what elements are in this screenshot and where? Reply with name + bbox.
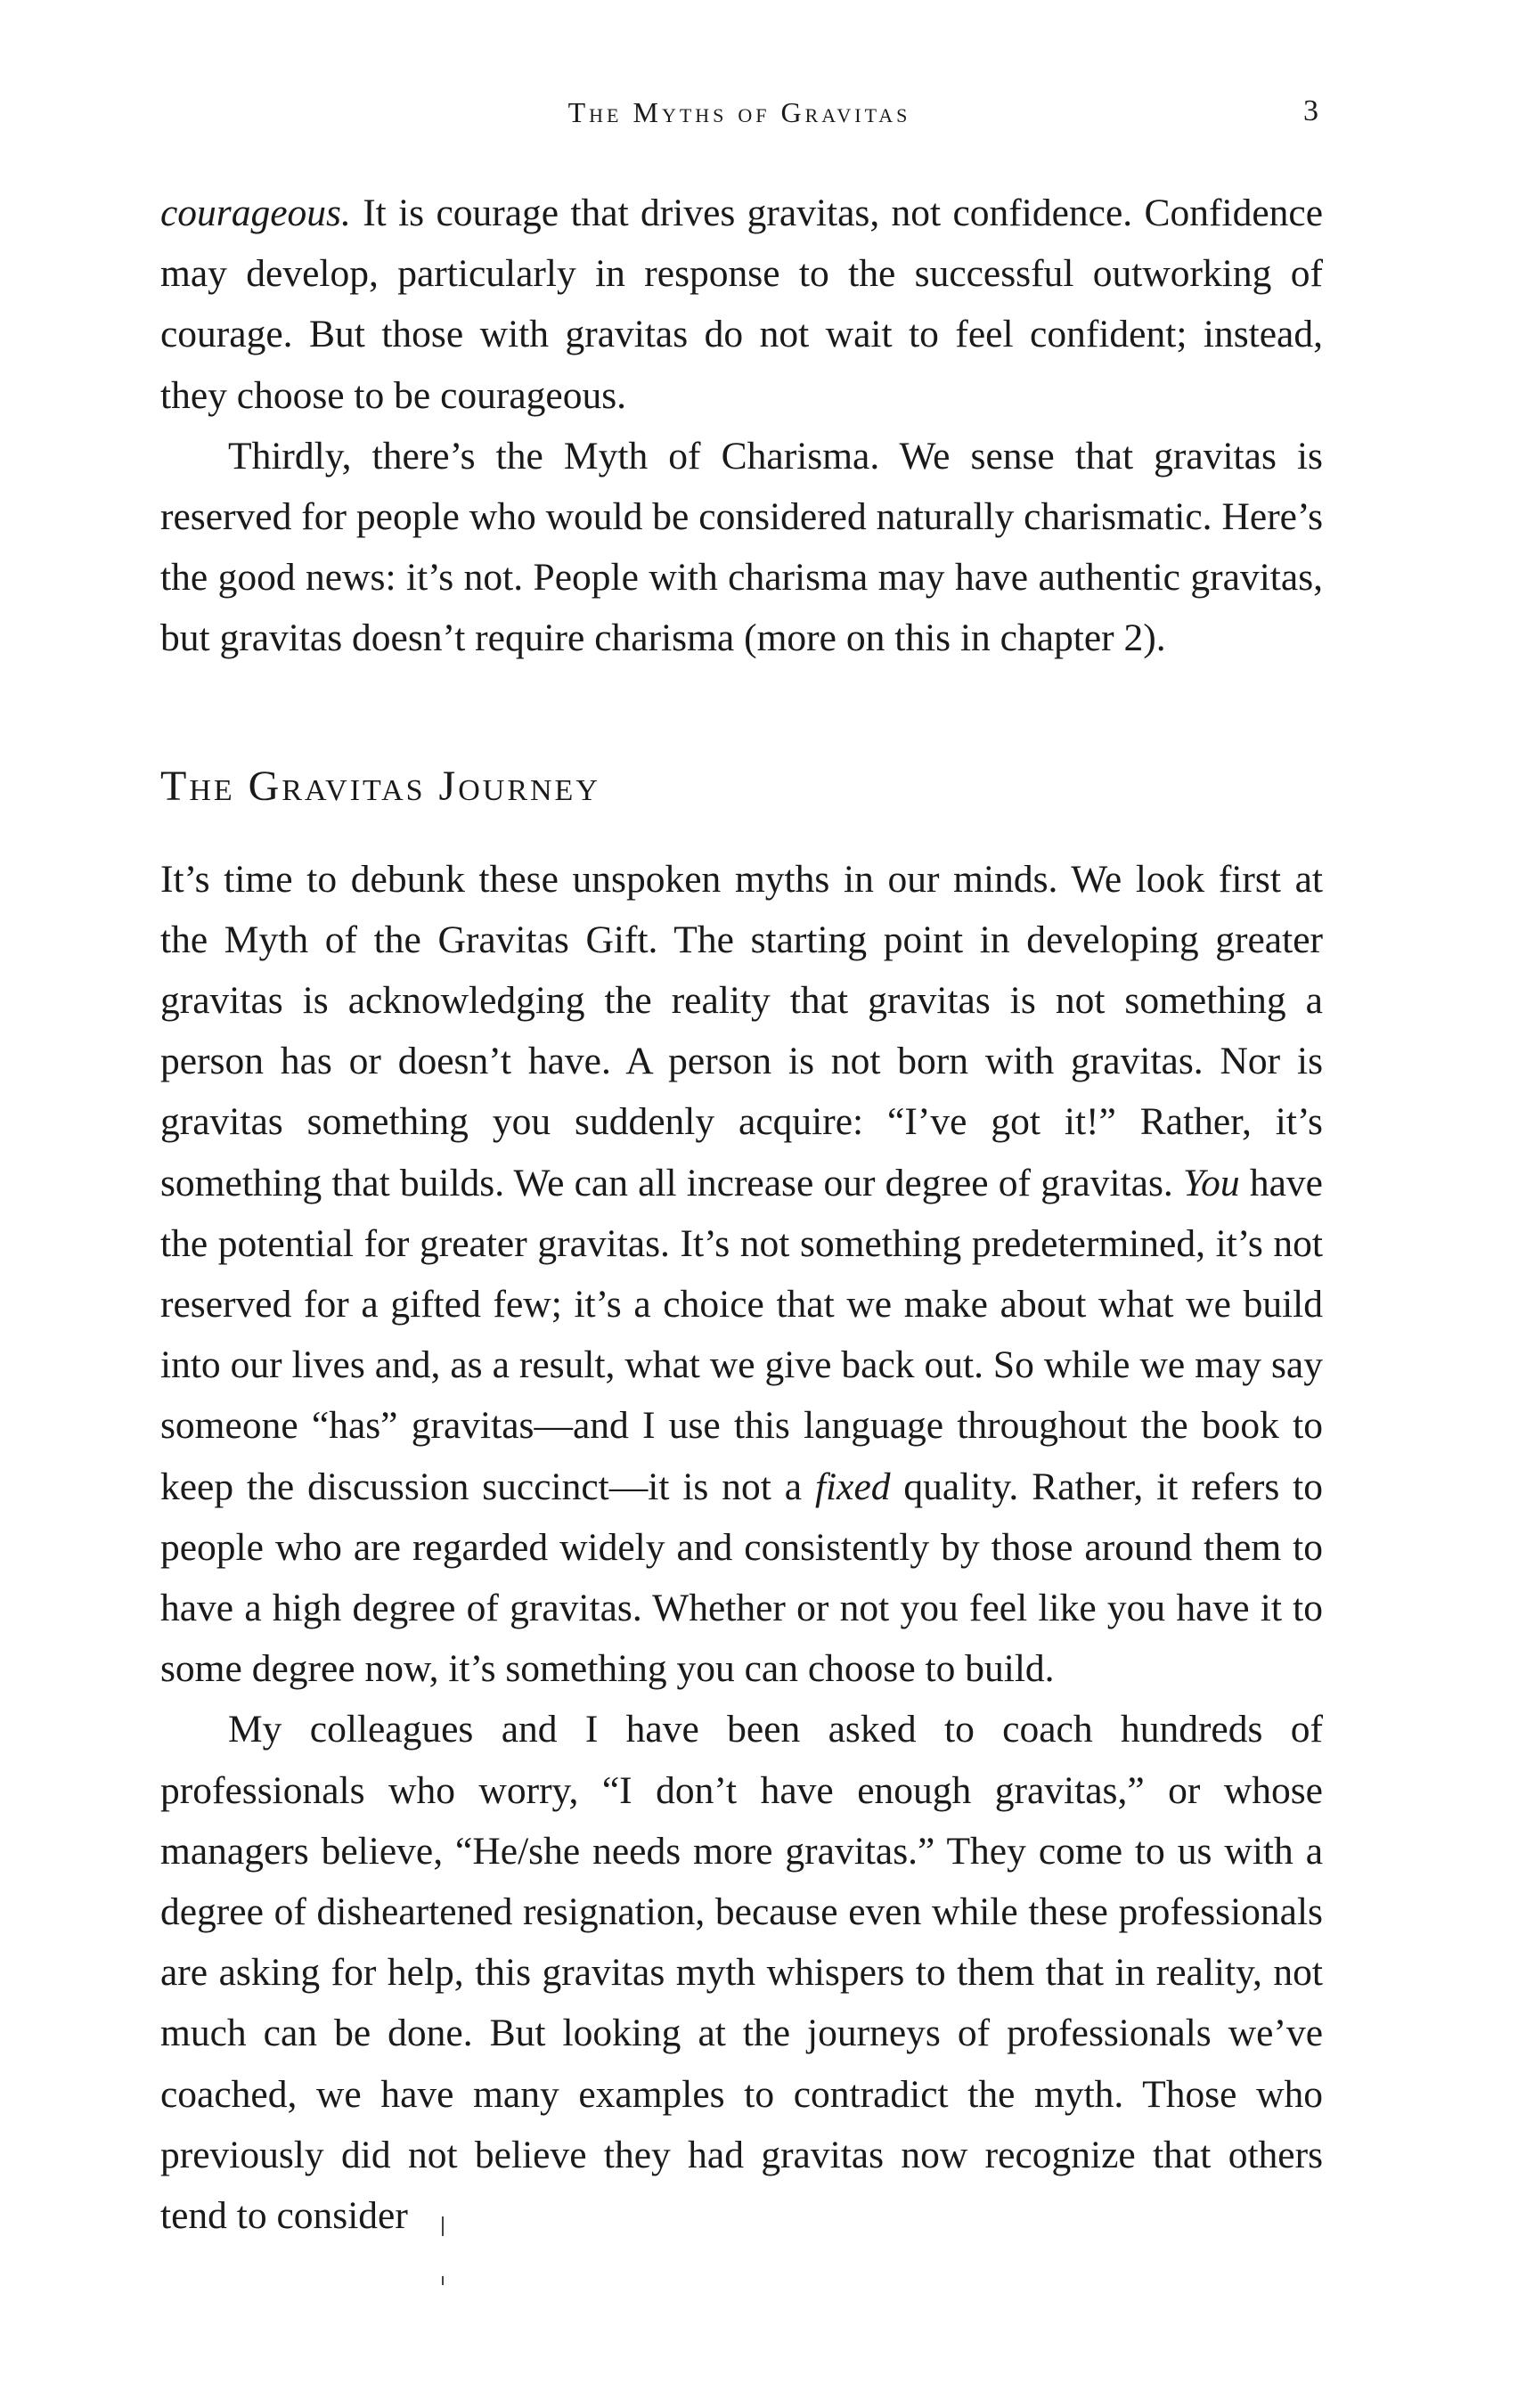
scan-mark [442,2216,444,2236]
running-title: The Myths of Gravitas [567,96,911,128]
page-number: 3 [1303,94,1318,127]
paragraph-1-text: It is courage that drives gravitas, not confidence. Confidence may develop, particularly in response to the successful outworking of courage. But those with gravitas do not wait to feel confident; instead, they choose to be courageous. [160,192,1323,417]
paragraph-3-italic-you: You [1182,1161,1240,1204]
paragraph-2: Thirdly, there’s the Myth of Charisma. We sense that gravitas is reserved for people who would be considered naturally charismatic. Here’s the good news: it’s not. People with charisma may have authentic gravitas, but gravitas doesn’t require charisma (more on this in chapter 2). [160,434,1323,660]
paragraph-3-part-2: have the potential for greater gravitas. It’s not something predetermined, it’s not reserved for a gifted few; it’s a choice that we make about what we build into our lives and, as a result, what we give back out. So while we may say someone “has” gravitas—and I use this language throughout the book to keep the discussion succinct—it is not a [160,1161,1323,1508]
scan-mark [442,2276,444,2285]
paragraph-3-italic-fixed: fixed [814,1465,891,1508]
running-head [160,89,1318,143]
paragraph-1 [160,183,1323,426]
italic-lead: courageous. [160,192,351,234]
paragraph-3-part-3: quality. Rather, it refers to people who are regarded widely and consistently by those around them to have a high degree of gravitas. Whether or not you feel like you have it to some degree now, it’s something you can choose to build. [160,1465,1323,1691]
section-heading: The Gravitas Journey [160,762,600,810]
paragraph-3-part-1: It’s time to debunk these unspoken myths in our minds. We look first at the Myth of the Gravitas Gift. The starting point in developing greater gravitas is acknowledging the reality that gravitas is not something a person has or doesn’t have. A person is not born with gravitas. Nor is gravitas something you suddenly acquire: “I’ve got it!” Rather, it’s something that builds. We can all increase our degree of gravitas. [160,857,1323,1204]
body-text [160,183,1323,2246]
paragraph-3 [160,849,1323,1700]
paragraph-4: My colleagues and I have been asked to coach hundreds of professionals who worry, “I don’t have enough gravitas,” or whose managers believe, “He/she needs more gravitas.” They come to us with a degree of disheartened resignation, because even while these professionals are asking for help, this gravitas myth whispers to them that in reality, not much can be done. But looking at the journeys of professionals we’ve coached, we have many examples to contradict the myth. Those who previously did not believe they had gravitas now recognize that others tend to consider [160,1708,1323,2238]
